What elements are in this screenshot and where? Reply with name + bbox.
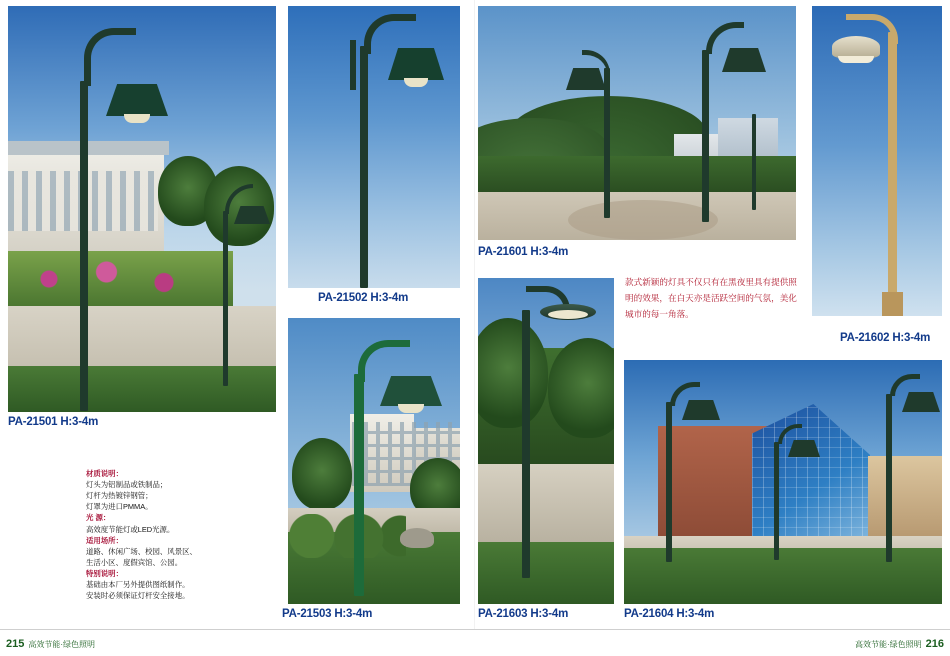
pole-base xyxy=(882,292,903,316)
lamp-pole xyxy=(604,68,610,218)
caption-pa-21602: PA-21602 H:3-4m xyxy=(840,332,931,344)
caption-pa-21502: PA-21502 H:3-4m xyxy=(318,292,409,304)
spec-line: 灯罩为进口PMMA。 xyxy=(86,502,153,512)
spec-line: 基础由本厂另外提供图纸制作。 xyxy=(86,580,190,590)
shrub-row xyxy=(288,514,406,558)
photo-pa-21603 xyxy=(478,278,614,604)
spec-line: 特别说明： xyxy=(86,568,123,578)
grass xyxy=(8,366,276,412)
photo-pa-21602 xyxy=(812,6,942,316)
spec-line: 适用场所： xyxy=(86,535,123,545)
lamp-pole xyxy=(774,442,779,560)
photo-pa-21601 xyxy=(478,6,796,240)
page-number-left: 215 xyxy=(6,638,25,650)
specification-block xyxy=(86,468,301,601)
photo-pa-21501 xyxy=(8,6,276,412)
footer-slogan-right: 高效节能·绿色照明 xyxy=(854,639,922,649)
caption-pa-21603: PA-21603 H:3-4m xyxy=(478,608,569,620)
caption-pa-21604: PA-21604 H:3-4m xyxy=(624,608,715,620)
photo-pa-21604 xyxy=(624,360,942,604)
spec-line: 道路、休闲广场、校园、风景区、 xyxy=(86,546,197,556)
lamp-lens xyxy=(398,404,424,413)
spec-line: 光 源： xyxy=(86,513,111,523)
page-gutter xyxy=(474,0,475,630)
lamp-pole xyxy=(666,402,672,562)
lamp-pole xyxy=(360,46,368,288)
lamp-pole xyxy=(886,394,892,562)
lamp-pole xyxy=(888,32,897,314)
footer-divider xyxy=(0,629,950,630)
lamp-pole xyxy=(702,50,709,222)
lamp-lens xyxy=(124,114,150,123)
lamp-arm xyxy=(84,28,136,86)
rock xyxy=(400,528,434,548)
plaza-circle xyxy=(568,200,718,240)
park-road xyxy=(478,464,614,544)
spec-line: 材质说明： xyxy=(86,469,123,478)
tree xyxy=(548,338,614,438)
page-number-right: 216 xyxy=(925,638,944,650)
lamp-pole xyxy=(522,310,530,578)
lawn xyxy=(478,542,614,604)
spec-line: 灯头为铝制品或铁制品； xyxy=(86,480,168,490)
tree xyxy=(292,438,352,510)
lamp-lens xyxy=(404,78,428,87)
note-paragraph: 款式新颖的灯具不仅只有在黑夜里具有提供照明的效果，在白天亦是活跃空间的气氛，美化城市的每一角落。 xyxy=(625,277,797,319)
spec-line: 生活小区、度假宾馆、公园。 xyxy=(86,557,183,567)
footer-left xyxy=(6,638,95,650)
lamp-bracket xyxy=(350,40,356,90)
lamp-shade xyxy=(832,36,880,58)
lamp-pole xyxy=(80,81,88,411)
lamp-lens xyxy=(548,310,588,319)
lamp-pole xyxy=(354,374,364,596)
spec-line: 灯杆为热镀锌钢管； xyxy=(86,491,153,501)
caption-pa-21601: PA-21601 H:3-4m xyxy=(478,246,569,258)
footer-slogan-left: 高效节能·绿色照明 xyxy=(28,639,96,649)
lamp-pole xyxy=(752,114,756,210)
spec-line: 安装时必须保证灯杆安全接地。 xyxy=(86,591,190,601)
photo-pa-21503 xyxy=(288,318,460,604)
footer-right xyxy=(855,638,944,650)
caption-pa-21501: PA-21501 H:3-4m xyxy=(8,416,99,428)
lamp-lens xyxy=(838,56,874,63)
lamp-pole xyxy=(223,211,228,386)
building-right xyxy=(868,456,942,536)
building-roof xyxy=(8,141,169,155)
photo-pa-21502 xyxy=(288,6,460,288)
caption-pa-21503: PA-21503 H:3-4m xyxy=(282,608,373,620)
spec-line: 高效度节能灯或LED光源。 xyxy=(86,524,175,534)
